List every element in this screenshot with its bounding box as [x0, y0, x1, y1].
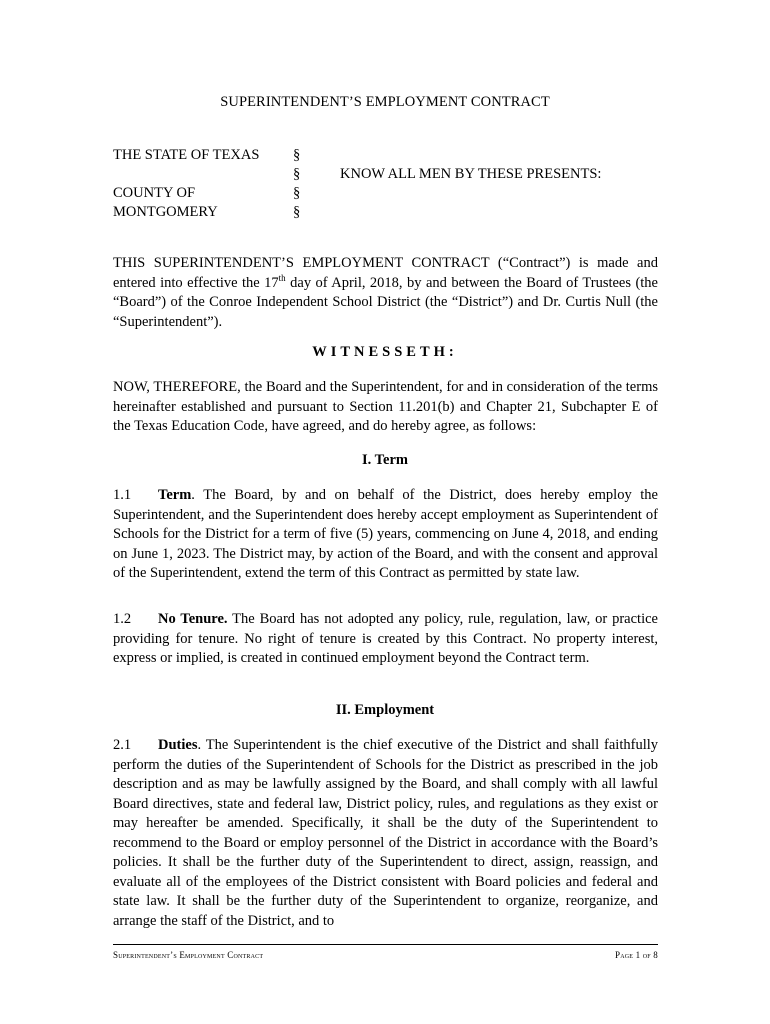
- case-caption: [113, 146, 673, 222]
- section-symbol: §: [293, 147, 301, 163]
- caption-county-line2: MONTGOMERY: [113, 204, 218, 220]
- caption-state: THE STATE OF TEXAS: [113, 147, 260, 163]
- intro-text-part1: THIS SUPERINTENDENT’S EMPLOYMENT CONTRACT (“Contract”) is made and entered into effective the 17: [113, 255, 658, 291]
- clause-label: Duties: [158, 737, 198, 753]
- intro-superscript: th: [278, 272, 286, 283]
- clause-number: 1.2: [113, 611, 132, 627]
- footer-page-number: Page 1 of 8: [615, 950, 658, 960]
- clause-label: Term: [158, 487, 192, 503]
- clause-text: . The Board, by and on behalf of the District, does hereby employ the Superintendent, and the Superintendent does hereby accept employment as Superintendent of Schools for the District for a term of five (5) years, commencing on June 4, 2018, and ending on June 1, 2023. The District may, by action of the Board, and with the consent and approval of the Superintendent, extend the term of this Contract as permitted by state law.: [113, 487, 658, 581]
- section-symbol: §: [293, 166, 301, 182]
- caption-county-line1: COUNTY OF: [113, 185, 196, 201]
- witnesseth-heading: WITNESSETH:: [312, 344, 458, 360]
- clause-1-1: [113, 486, 658, 584]
- clause-text: . The Superintendent is the chief executive of the District and shall faithfully perform the duties of the Superintendent of Schools for the District as prescribed in the job description and as may be lawfully assigned by the Board, and shall comply with all lawful Board directives, state and federal law, District policy, rules, and regulations as they exist or may hereafter be amended. Specifically, it shall be the duty of the Superintendent to recommend to the Board or employ personnel of the District in accordance with the Board’s policies. It shall be the further duty of the Superintendent to direct, assign, reassign, and evaluate all of the employees of the District consistent with Board policies and federal and state law. It shall be the further duty of the Superintendent to organize, reorganize, and arrange the staff of the District, and to: [113, 737, 658, 929]
- clause-1-2: [113, 610, 658, 669]
- caption-know-all: KNOW ALL MEN BY THESE PRESENTS:: [340, 166, 602, 182]
- clause-text: The Board has not adopted any policy, rule, regulation, law, or practice providing for tenure. No right of tenure is created by this Contract. No property interest, express or implied, is created in continued employment beyond the Contract term.: [113, 611, 658, 666]
- intro-text-part2: day of April, 2018, by and between the Board of Trustees (the “Board”) of the Conroe Independent School District (the “District”) and Dr. Curtis Null (the “Superintendent”).: [113, 274, 658, 330]
- section-symbol: §: [293, 185, 301, 201]
- now-therefore-text: NOW, THEREFORE, the Board and the Superintendent, for and in consideration of the terms hereinafter established and pursuant to Section 11.201(b) and Chapter 21, Subchapter E of the Texas Education Code, have agreed, and do hereby agree, as follows:: [113, 379, 658, 434]
- now-therefore-paragraph: [113, 378, 658, 437]
- footer-document-name: Superintendent’s Employment Contract: [113, 950, 264, 960]
- intro-paragraph: [113, 254, 658, 332]
- footer-divider: [113, 944, 658, 945]
- clause-2-1: [113, 736, 658, 931]
- clause-number: 2.1: [113, 737, 132, 753]
- section-2-heading: II. Employment: [335, 702, 435, 718]
- clause-number: 1.1: [113, 487, 132, 503]
- document-title: SUPERINTENDENT’S EMPLOYMENT CONTRACT: [220, 94, 550, 110]
- section-1-heading: I. Term: [362, 452, 408, 468]
- section-symbol: §: [293, 204, 301, 220]
- clause-label: No Tenure.: [158, 611, 228, 627]
